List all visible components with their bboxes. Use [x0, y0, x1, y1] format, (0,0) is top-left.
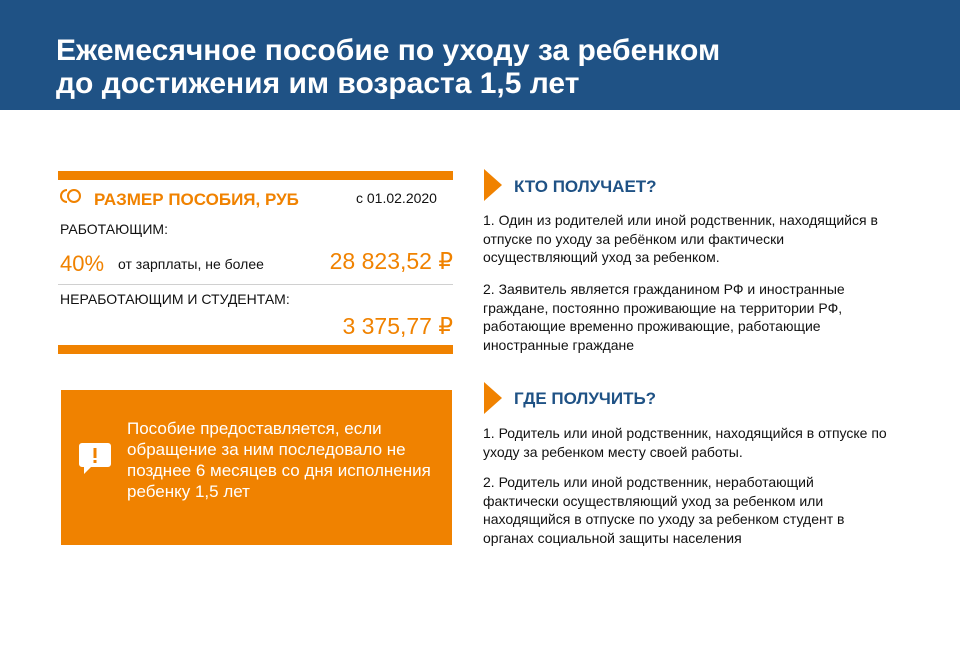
page-title [56, 34, 916, 100]
nonworking-amount: 3 375,77 ₽ [342, 313, 453, 339]
nonworking-label: НЕРАБОТАЮЩИМ И СТУДЕНТАМ: [60, 291, 290, 307]
page-title-line-1: Ежемесячное пособие по уходу за ребенком [56, 34, 721, 67]
who-item-2: 2. Заявитель является гражданином РФ и иностранные граждане, постоянно проживающие на территории РФ, работающие временно проживающие, работающие иностранные граждане [483, 281, 845, 353]
where-section-title: ГДЕ ПОЛУЧИТЬ? [514, 389, 657, 408]
working-label: РАБОТАЮЩИМ: [60, 221, 168, 237]
working-amount: 28 823,52 ₽ [329, 248, 453, 274]
page-title-line-2: до достижения им возраста 1,5 лет [56, 67, 580, 100]
alert-speech-bubble-icon [77, 440, 113, 476]
size-card-date: с 01.02.2020 [356, 190, 437, 206]
size-card-bottom-bar [58, 345, 453, 354]
percent-description: от зарплаты, не более [118, 256, 264, 272]
coins-icon [60, 188, 82, 204]
who-item-1: 1. Один из родителей или иной родственник, находящийся в отпуске по уходу за ребёнком или фактически осуществляющий уход за ребенком. [483, 212, 878, 265]
where-item-1: 1. Родитель или иной родственник, находящийся в отпуске по уходу за ребенком месту своей работы. [483, 425, 887, 460]
note-box [61, 390, 452, 545]
size-card-heading: РАЗМЕР ПОСОБИЯ, РУБ [94, 190, 299, 209]
header-banner [0, 0, 960, 110]
size-card-divider [58, 284, 453, 285]
size-card-top-bar [58, 171, 453, 180]
who-section-title: КТО ПОЛУЧАЕТ? [514, 177, 657, 196]
chevron-right-icon [484, 169, 502, 201]
percent-value: 40% [60, 251, 105, 276]
where-item-2: 2. Родитель или иной родственник, неработающий фактически осуществляющий уход за ребенком или находящийся в отпуске по уходу за ребенком студент в органах социальной защиты населения [483, 474, 845, 546]
chevron-right-icon [484, 382, 502, 414]
note-text: Пособие предоставляется, если обращение за ним последовало не позднее 6 месяцев со дня исполнения ребенку 1,5 лет [127, 419, 431, 501]
